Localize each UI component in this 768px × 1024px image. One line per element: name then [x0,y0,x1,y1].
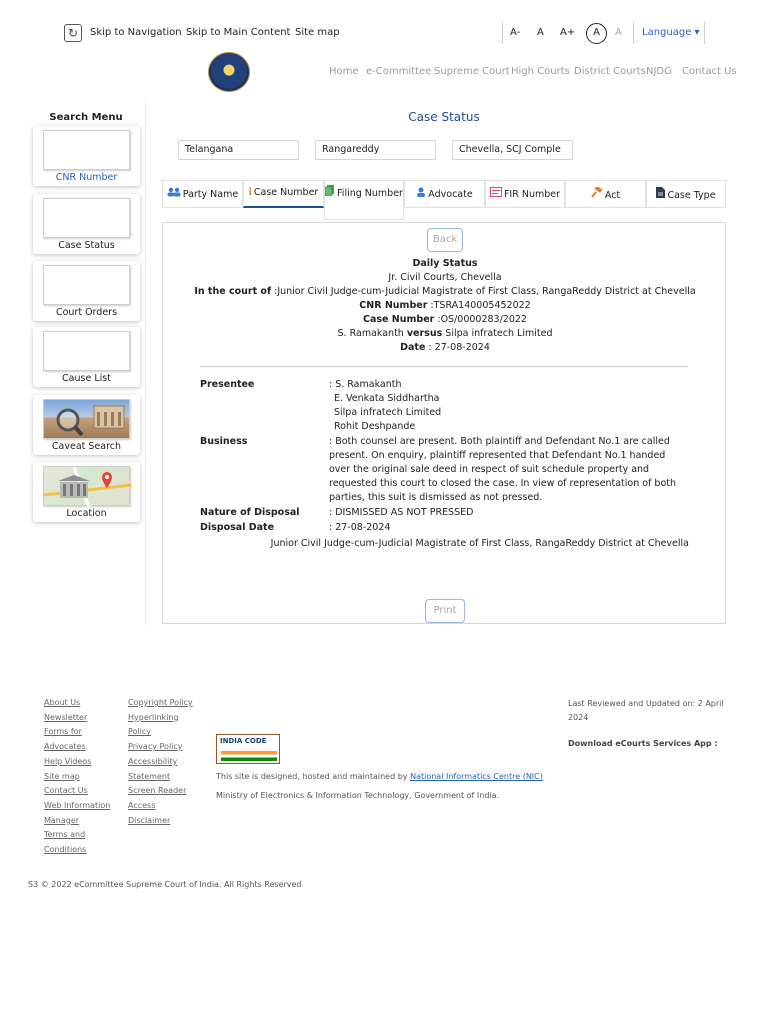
presentee-label: Presentee [200,379,255,390]
date-line [163,342,727,353]
sidebar-item-location[interactable] [33,462,140,522]
tab-fir-number[interactable] [485,180,565,208]
footer-links-col2 [128,696,198,828]
tab-party-name[interactable] [162,180,243,208]
footer-link[interactable]: Disclaimer [128,815,171,825]
footer-link[interactable]: Advocates [44,742,86,752]
tricolor-flag-icon [221,751,277,761]
info-icon: i [248,187,252,198]
versus-label: versus [406,328,443,339]
sidebar-item-cnr-number[interactable] [33,126,140,186]
footer-link[interactable]: Access [128,800,156,810]
business-label: Business [200,436,248,447]
case-number-label: Case Number [363,314,435,325]
emblem-logo[interactable] [208,52,250,92]
tab-label: Party Name [182,189,239,200]
normal-contrast-button[interactable]: A [615,27,622,38]
business-text: : Both counsel are present. Both plaintiff and Defendant No.1 are called present. On enquiry, plaintiff represented that Defendant No.1 handed over the original sale deed in respect of suit schedule property and requested this court to closed the case. In view of representation of both parties, this suit is dismissed as not pressed. [329,436,677,503]
divider [502,22,503,44]
nav-njdg[interactable]: NJDG [646,66,672,77]
in-court-label: In the court of [194,286,272,297]
refresh-icon[interactable]: ↻ [64,24,82,42]
tab-label: FIR Number [503,189,561,200]
sidebar-item-label: CNR Number [55,172,118,183]
map-pin-icon [44,467,131,507]
in-court-value: :Junior Civil Judge-cum-Judicial Magistrate of First Class, RangaReddy District at Chevella [274,286,696,297]
sidebar-item-label: Location [66,508,107,519]
sidebar-item-label: Caveat Search [51,441,122,452]
court-name: Jr. Civil Courts, Chevella [388,272,502,283]
document-icon [656,187,665,201]
daily-status-panel [162,222,726,624]
users-icon [167,187,181,200]
fir-icon [490,187,502,200]
court-orders-thumbnail [43,265,130,305]
signature-line: Junior Civil Judge-cum-Judicial Magistrate of First Class, RangaReddy District at Chevella [270,538,689,549]
footer-link[interactable]: Newsletter [44,712,88,722]
footer-link[interactable]: About Us [44,698,81,707]
cnr-thumbnail [43,130,130,170]
footer-link[interactable]: Statement [128,771,171,781]
footer-link[interactable]: Policy [128,727,152,737]
tab-label: Case Number [253,187,319,198]
tab-label: Act [604,190,621,201]
state-select[interactable]: Telangana [178,140,299,160]
font-normal-button[interactable]: A [537,27,544,38]
footer-link[interactable]: Privacy Policy [128,742,183,752]
magnifier-icon [44,400,131,440]
last-reviewed-line1: Last Reviewed and Updated on: 2 April [568,699,724,708]
india-code-logo[interactable] [216,734,280,764]
tab-act[interactable] [565,180,646,208]
nature-of-disposal-label: Nature of Disposal [200,507,300,518]
footer-link[interactable]: Terms and [44,830,86,840]
footer-link[interactable]: Web Information [44,800,111,810]
tab-label: Case Type [667,190,716,201]
language-dropdown[interactable] [642,27,700,38]
search-menu-title: Search Menu [49,112,123,123]
nav-contact-us[interactable]: Contact Us [682,66,737,77]
nav-ecommittee[interactable]: e-Committee [366,66,432,77]
designed-by-text [216,772,543,781]
sidebar-item-label: Court Orders [55,307,118,318]
nic-link[interactable]: National Informatics Centre (NIC) [410,772,543,781]
presentee-item: Rohit Deshpande [334,421,416,432]
language-label: Language [642,27,692,38]
high-contrast-button[interactable]: A [586,23,607,44]
skip-to-navigation-link[interactable]: Skip to Navigation [90,27,182,38]
files-icon [325,185,335,201]
search-tabs [162,180,726,220]
footer-link[interactable]: Manager [44,815,80,825]
respondent: Silpa infratech Limited [445,328,553,339]
cause-list-thumbnail [43,331,130,371]
footer-link[interactable]: Hyperlinking [128,712,179,722]
district-select[interactable]: Rangareddy [315,140,436,160]
sidebar-item-court-orders[interactable] [33,261,140,321]
footer-link[interactable]: Conditions [44,845,87,855]
footer-link[interactable]: Screen Reader [128,786,187,796]
footer-link[interactable]: Help Videos [44,756,92,766]
download-app-text: Download eCourts Services App : [568,739,718,748]
page-title: Case Status [408,110,480,124]
caret-down-icon: ▾ [694,27,700,38]
search-menu-sidebar [28,100,146,625]
footer-link[interactable]: Accessibility [128,756,178,766]
top-bar [0,22,768,46]
sidebar-item-label: Cause List [62,373,111,384]
in-court-line [163,286,727,297]
case-number-value: :OS/0000283/2022 [437,314,527,325]
tab-case-number[interactable] [243,180,324,208]
petitioner: S. Ramakanth [337,328,404,339]
print-button[interactable]: Print [425,599,465,623]
last-reviewed-line2: 2024 [568,713,589,722]
divider [704,22,705,44]
date-label: Date [400,342,426,353]
india-code-text: INDIA CODE [220,737,267,745]
disposal-date-label: Disposal Date [200,522,275,533]
sidebar-item-label: Case Status [58,240,115,251]
footer-link[interactable]: Copyright Policy [128,698,193,707]
daily-status-heading: Daily Status [412,258,478,269]
presentee-item: : S. Ramakanth [329,379,402,390]
user-icon [416,187,426,200]
presentee-item: Silpa infratech Limited [334,407,442,418]
sidebar-item-caveat-search[interactable] [33,395,140,455]
caveat-search-thumbnail [43,399,130,439]
case-number-line [163,314,727,325]
presentee-item: E. Venkata Siddhartha [334,393,440,404]
footer-link[interactable]: Site map [44,771,80,781]
tab-filing-number[interactable] [324,180,404,220]
sidebar-item-cause-list[interactable] [33,327,140,387]
footer-links-col1 [44,696,114,858]
cnr-label: CNR Number [359,300,428,311]
location-thumbnail [43,466,130,506]
nav-district-courts[interactable]: District Courts [574,66,646,77]
copyright-text: S3 © 2022 eCommittee Supreme Court of India. All Rights Reserved [28,880,302,889]
nav-high-courts[interactable]: High Courts [511,66,570,77]
designed-by-label: This site is designed, hosted and maintained by [216,772,408,781]
tab-label: Advocate [428,189,473,200]
sidebar-item-case-status[interactable] [33,194,140,254]
sitemap-link[interactable]: Site map [295,27,340,38]
font-increase-button[interactable]: A+ [560,27,576,38]
ministry-text: Ministry of Electronics & Information Technology, Government of India. [216,791,500,800]
court-complex-select[interactable]: Chevella, SCJ Comple [452,140,573,160]
tab-case-type[interactable] [646,180,726,208]
divider [633,22,634,44]
nav-home[interactable]: Home [329,66,359,77]
back-button[interactable]: Back [427,228,463,252]
font-decrease-button[interactable]: A- [510,27,521,38]
cnr-line [163,300,727,311]
footer-link[interactable]: Contact Us [44,786,88,796]
disposal-date-value: : 27-08-2024 [329,522,391,533]
gavel-icon [591,187,603,201]
nav-supreme-court[interactable]: Supreme Court [434,66,510,77]
skip-to-main-content-link[interactable]: Skip to Main Content [186,27,291,38]
presentee-list [329,378,689,434]
cnr-value: :TSRA140005452022 [430,300,531,311]
divider [200,366,688,367]
footer-link[interactable]: Forms for [44,727,82,737]
case-status-thumbnail [43,198,130,238]
nature-of-disposal-value: : DISMISSED AS NOT PRESSED [329,507,474,518]
date-value: : 27-08-2024 [428,342,490,353]
parties-line [163,328,727,339]
tab-advocate[interactable] [404,180,485,208]
tab-label: Filing Number [337,188,403,199]
